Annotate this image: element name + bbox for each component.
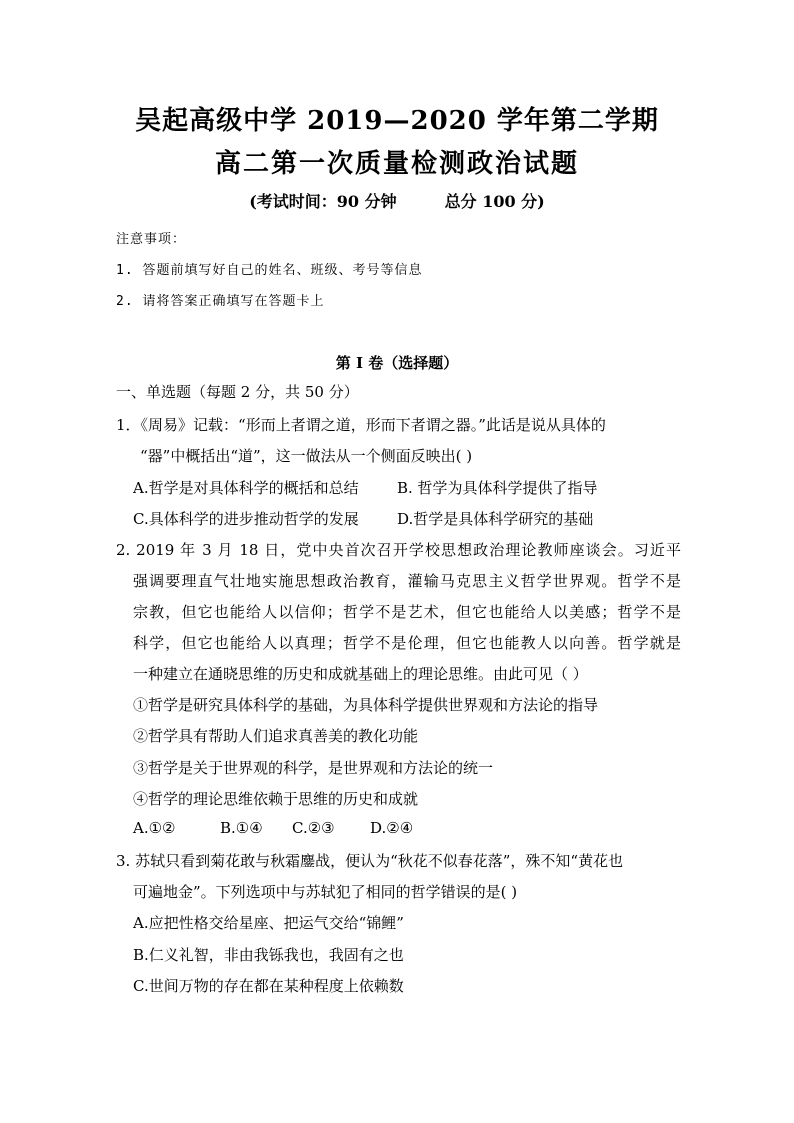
section-title: 第 I 卷（选择题） xyxy=(335,354,459,372)
exam-time-info xyxy=(0,189,794,212)
exam-title-line2: 高二第一次质量检测政治试题 xyxy=(214,149,579,179)
question-1-line: “器”中概括出“道”，这一做法从一个侧面反映出( ) xyxy=(140,447,473,465)
question-2-line: 一种建立在通晓思维的历史和成就基础上的理论思维。由此可见（ ） xyxy=(133,665,588,683)
question-2-line: 科学，但它也能给人以真理；哲学不是伦理，但它也能教人以向善。哲学就是 xyxy=(133,634,681,652)
question-1-option-c: C.具体科学的进步推动哲学的发展 xyxy=(133,510,359,528)
notes-heading: 注意事项： xyxy=(116,232,187,247)
question-2-statement: ④哲学的理论思维依赖于思维的历史和成就 xyxy=(133,790,419,808)
question-2-option-b: B.①④ xyxy=(220,819,263,837)
question-1-line: 1．《周易》记载：“形而上者谓之道，形而下者谓之器。”此话是说从具体的 xyxy=(116,416,606,434)
note-item: 2. 请将答案正确填写在答题卡上 xyxy=(116,294,325,309)
question-1-option-b: B. 哲学为具体科学提供了指导 xyxy=(397,479,598,497)
question-3-option-c: C.世间万物的存在都在某种程度上依赖数 xyxy=(133,977,404,995)
question-2-statement: ③哲学是关于世界观的科学，是世界观和方法论的统一 xyxy=(133,759,494,777)
question-3-line: 3. 苏轼只看到菊花敢与秋霜鏖战，便认为“秋花不似春花落”，殊不知“黄花也 xyxy=(116,852,624,870)
question-2-option-d: D.②④ xyxy=(370,819,414,837)
question-2-option-a: A.①② xyxy=(133,819,176,837)
question-1-option-a: A.哲学是对具体科学的概括和总结 xyxy=(133,479,359,497)
question-2-options xyxy=(133,819,413,837)
question-2-line: 强调要理直气壮地实施思想政治教育，灌输马克思主义哲学世界观。哲学不是 xyxy=(133,572,681,590)
exam-time: (考试时间：90 分钟 xyxy=(249,192,397,211)
question-2-line: 2. 2019 年 3 月 18 日，党中央首次召开学校思想政治理论教师座谈会。习近平 xyxy=(116,541,681,559)
question-2-option-c: C.②③ xyxy=(292,819,335,837)
question-3-option-b: B.仁义礼智，非由我铄我也，我固有之也 xyxy=(133,946,404,964)
question-1-option-d: D.哲学是具体科学研究的基础 xyxy=(397,510,594,528)
note-item: 1. 答题前填写好自己的姓名、班级、考号等信息 xyxy=(116,263,423,278)
total-score: 总分 100 分) xyxy=(444,192,545,211)
question-3-option-a: A.应把性格交给星座、把运气交给“锦鲤” xyxy=(133,914,404,932)
exam-title-line1: 吴起高级中学 2019—2020 学年第二学期 xyxy=(135,106,659,136)
question-2-statement: ①哲学是研究具体科学的基础，为具体科学提供世界观和方法论的指导 xyxy=(133,696,599,714)
question-3-line: 可遍地金”。下列选项中与苏轼犯了相同的哲学错误的是( ) xyxy=(133,883,518,901)
question-2-statement: ②哲学具有帮助人们追求真善美的教化功能 xyxy=(133,727,419,745)
section-subtitle: 一、单选题（每题 2 分，共 50 分） xyxy=(116,383,359,401)
question-2-line: 宗教，但它也能给人以信仰；哲学不是艺术，但它也能给人以美感；哲学不是 xyxy=(133,603,681,621)
